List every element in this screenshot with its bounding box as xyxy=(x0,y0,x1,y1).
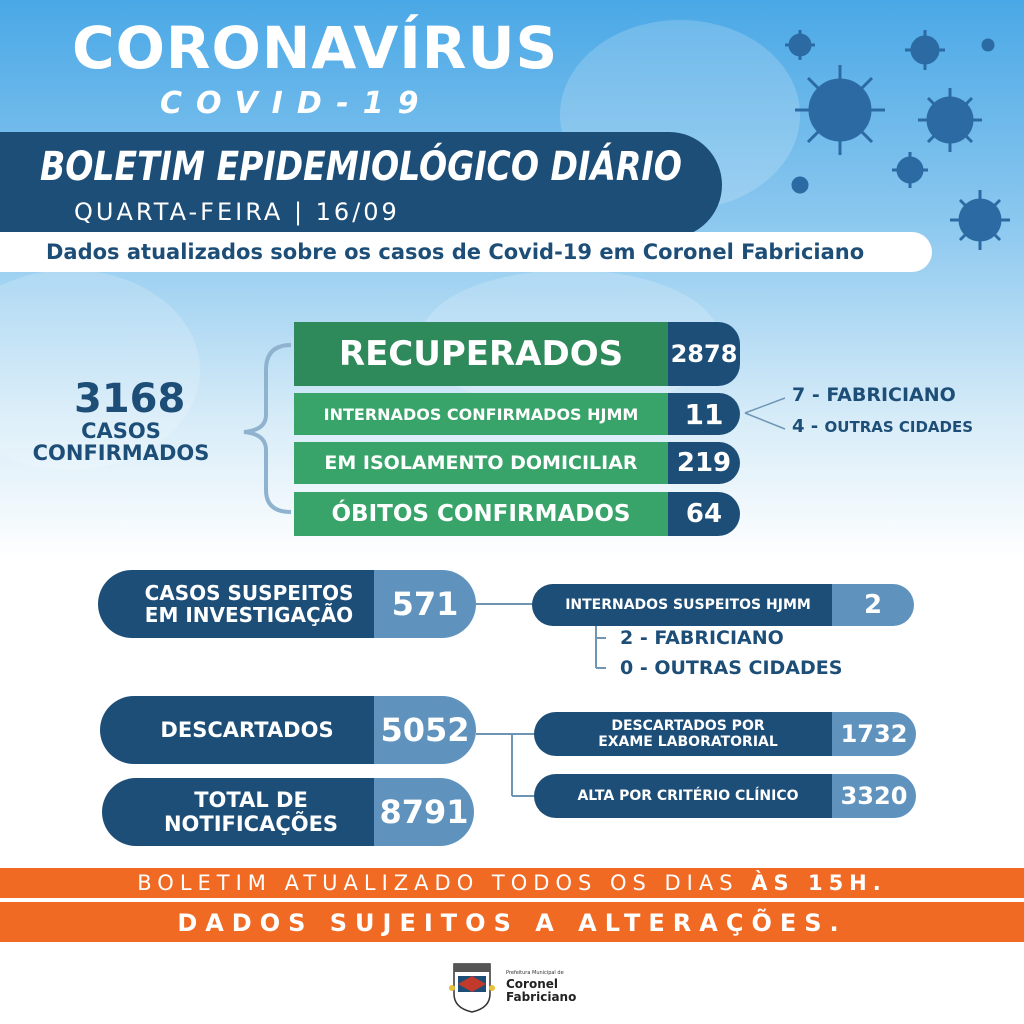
suspects-detail-other: 0 - OUTRAS CIDADES xyxy=(620,657,843,679)
logo-name-line1: Coronel xyxy=(506,977,559,991)
logo-name xyxy=(506,978,576,1004)
notifications-label-line2: NOTIFICAÇÕES xyxy=(163,812,339,836)
hospitalized-detail-fabriciano: 7 - FABRICIANO xyxy=(792,384,956,406)
page-title: CORONAVÍRUS xyxy=(72,14,559,82)
logo-name-line2: Fabriciano xyxy=(506,990,577,1004)
suspects-hospitalized-label: INTERNADOS SUSPEITOS HJMM xyxy=(532,584,832,626)
discarded-value: 5052 xyxy=(374,696,476,764)
confirmed-total: 3168 xyxy=(74,376,186,422)
footer-disclaimer: DADOS SUJEITOS A ALTERAÇÕES. xyxy=(177,909,847,937)
recovered-label: RECUPERADOS xyxy=(294,322,668,386)
suspects-detail-fabriciano: 2 - FABRICIANO xyxy=(620,627,784,649)
suspects-label xyxy=(98,570,374,638)
suspects-hospitalized-value: 2 xyxy=(832,584,914,626)
footer-update-notice xyxy=(0,871,1024,895)
suspects-hospitalized-card xyxy=(532,584,914,626)
bulletin-date: QUARTA-FEIRA | 16/09 xyxy=(74,198,400,226)
lab-discarded-label xyxy=(534,712,832,756)
confirmed-label-line1: CASOS xyxy=(81,419,161,443)
deaths-card xyxy=(294,492,740,536)
clinical-discharge-label: ALTA POR CRITÉRIO CLÍNICO xyxy=(534,774,832,818)
lab-discarded-value: 1732 xyxy=(832,712,916,756)
clinical-discharge-card xyxy=(534,774,916,818)
hospitalized-value: 11 xyxy=(668,393,740,435)
city-crest-icon xyxy=(448,958,496,1014)
brace-connector xyxy=(236,340,296,520)
home-isolation-label: EM ISOLAMENTO DOMICILIAR xyxy=(294,442,668,484)
lab-discarded-label-line2: EXAME LABORATORIAL xyxy=(598,734,778,750)
discarded-connector xyxy=(476,730,536,800)
deaths-label: ÓBITOS CONFIRMADOS xyxy=(294,492,668,536)
bulletin-title: BOLETIM EPIDEMIOLÓGICO DIÁRIO xyxy=(40,144,682,190)
notifications-label-line1: TOTAL DE xyxy=(194,788,308,812)
hospitalized-detail-other-count: 4 - xyxy=(792,416,819,437)
lab-discarded-card xyxy=(534,712,916,756)
notifications-card xyxy=(102,778,474,846)
hospitalized-label: INTERNADOS CONFIRMADOS HJMM xyxy=(294,393,668,435)
discarded-label: DESCARTADOS xyxy=(100,696,374,764)
suspects-value: 571 xyxy=(374,570,476,638)
clinical-discharge-value: 3320 xyxy=(832,774,916,818)
confirmed-label-line2: CONFIRMADOS xyxy=(32,441,210,465)
footer-update-notice-time: ÀS 15H. xyxy=(751,871,887,895)
logo-caption: Prefeitura Municipal de xyxy=(506,970,564,976)
hospitalized-card xyxy=(294,393,740,435)
virus-illustration-icon xyxy=(770,10,1020,260)
info-text: Dados atualizados sobre os casos de Covid-19 em Coronel Fabriciano xyxy=(46,240,865,264)
suspects-label-line1: CASOS SUSPEITOS xyxy=(144,581,354,605)
notifications-value: 8791 xyxy=(374,778,474,846)
suspects-card xyxy=(98,570,476,638)
hospitalized-detail-other-text: OUTRAS CIDADES xyxy=(824,418,974,436)
home-isolation-card xyxy=(294,442,740,484)
lab-discarded-label-line1: DESCARTADOS POR xyxy=(611,718,765,734)
home-isolation-value: 219 xyxy=(668,442,740,484)
page-subtitle: COVID-19 xyxy=(160,86,433,121)
notifications-label xyxy=(102,778,374,846)
recovered-value: 2878 xyxy=(668,322,740,386)
deaths-value: 64 xyxy=(668,492,740,536)
discarded-card xyxy=(100,696,476,764)
suspects-label-line2: EM INVESTIGAÇÃO xyxy=(144,603,354,627)
recovered-card xyxy=(294,322,740,386)
hospitalized-connector xyxy=(740,395,790,435)
confirmed-label xyxy=(20,420,222,464)
footer-update-notice-regular: BOLETIM ATUALIZADO TODOS OS DIAS xyxy=(137,871,752,895)
hospitalized-detail-other xyxy=(792,416,973,437)
